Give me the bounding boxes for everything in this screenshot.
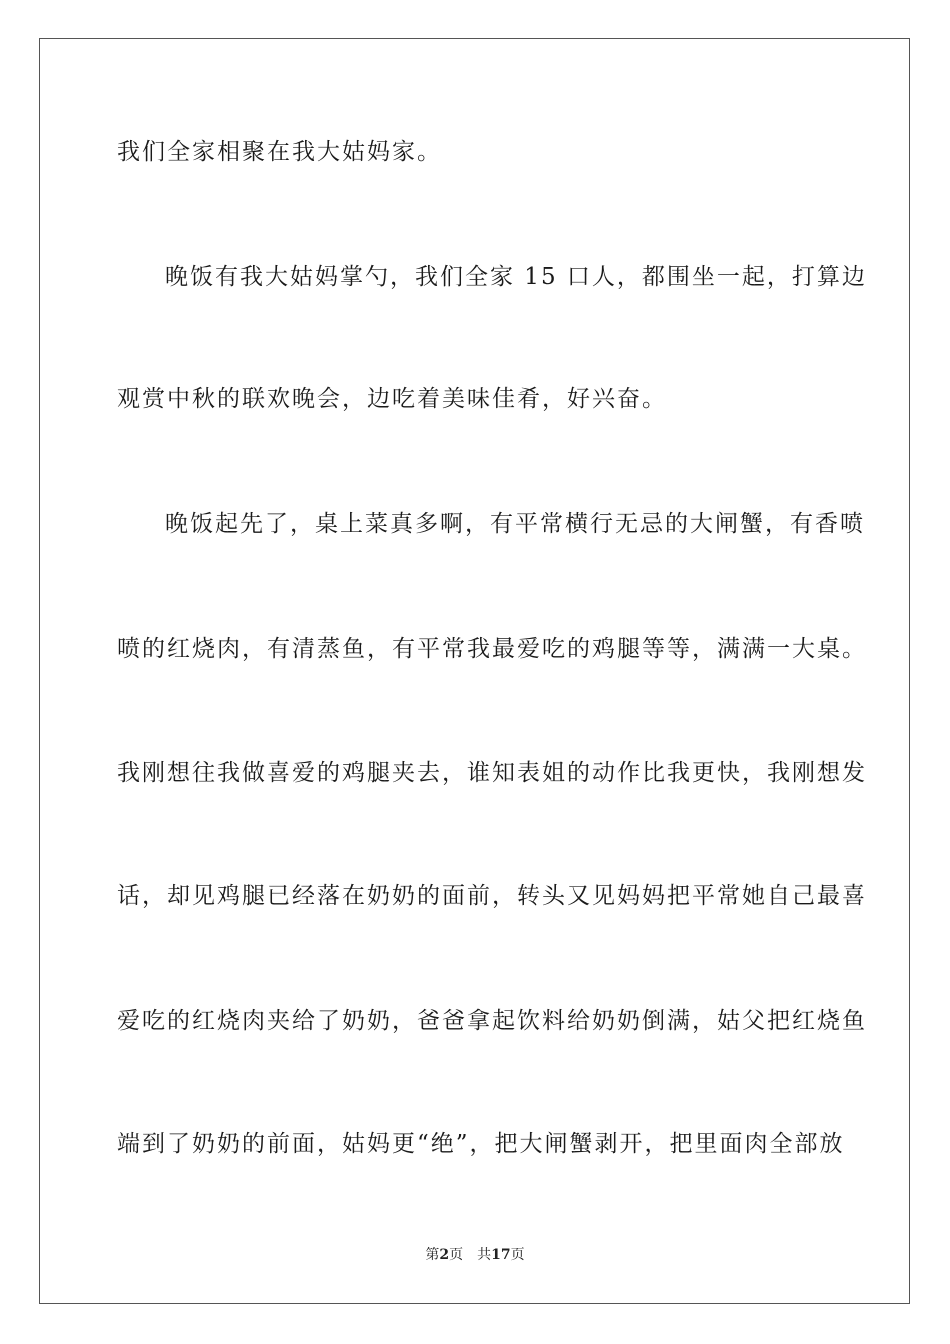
total-prefix: 共 [477, 1247, 492, 1263]
text-line-9: 端到了奶奶的前面，姑妈更“绝”，把大闸蟹剥开，把里面肉全部放 [117, 1131, 845, 1157]
text-line-5: 喷的红烧肉，有清蒸鱼，有平常我最爱吃的鸡腿等等，满满一大桌。 [117, 636, 867, 662]
page-prefix: 第 [425, 1247, 440, 1263]
total-suffix: 页 [510, 1247, 525, 1263]
page-border [39, 38, 910, 1304]
page-number: 2 [439, 1247, 450, 1263]
text-line-3: 观赏中秋的联欢晚会，边吃着美味佳肴，好兴奋。 [117, 386, 667, 412]
text-line-1: 我们全家相聚在我大姑妈家。 [117, 139, 442, 165]
page-suffix: 页 [449, 1247, 464, 1263]
text-line-2: 晚饭有我大姑妈掌勺，我们全家 15 口人，都围坐一起，打算边 [165, 264, 867, 290]
total-pages: 17 [491, 1247, 511, 1263]
text-line-7: 话，却见鸡腿已经落在奶奶的面前，转头又见妈妈把平常她自己最喜 [117, 883, 867, 909]
text-line-4: 晚饭起先了，桌上菜真多啊，有平常横行无忌的大闸蟹，有香喷 [165, 511, 865, 537]
page-footer [0, 1246, 950, 1264]
text-line-6: 我刚想往我做喜爱的鸡腿夹去，谁知表姐的动作比我更快，我刚想发 [117, 760, 867, 786]
text-line-8: 爱吃的红烧肉夹给了奶奶，爸爸拿起饮料给奶奶倒满，姑父把红烧鱼 [117, 1008, 867, 1034]
